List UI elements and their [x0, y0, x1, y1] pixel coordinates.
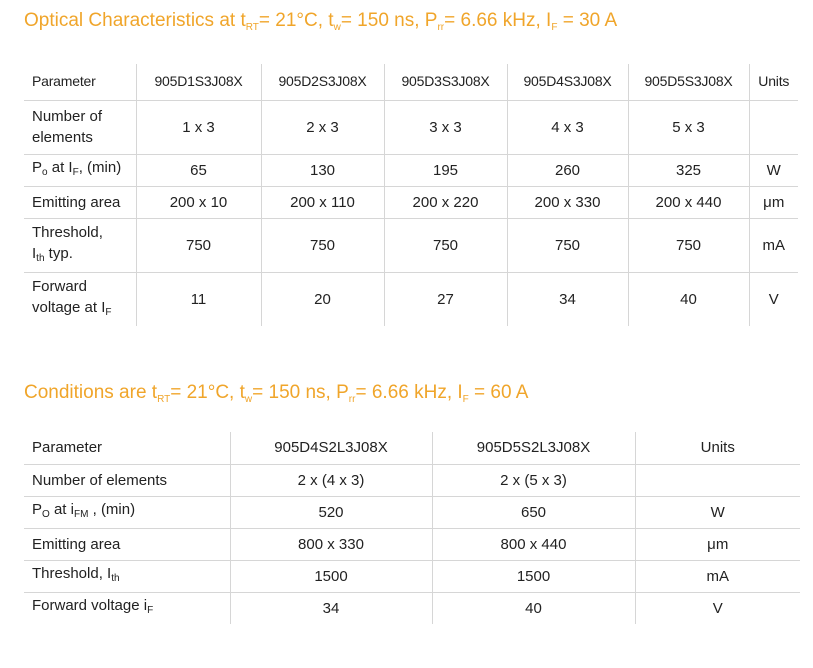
value-cell: 750 — [136, 218, 261, 272]
optical-characteristics-table — [24, 64, 798, 326]
value-cell: 200 x 110 — [261, 186, 384, 218]
table-header-row — [24, 64, 798, 100]
table-header-row — [24, 432, 800, 464]
unit-cell: μm — [635, 528, 800, 560]
parameter-cell: Forward voltage $i_F$ — [24, 592, 230, 624]
parameter-cell: $P_o$ at $I_F$, (min) — [24, 154, 136, 186]
value-cell: 1500 — [230, 560, 432, 592]
unit-cell: W — [749, 154, 798, 186]
unit-cell: μm — [749, 186, 798, 218]
table-row — [24, 464, 800, 496]
value-cell: 65 — [136, 154, 261, 186]
value-cell: 800 x 330 — [230, 528, 432, 560]
value-cell: 3 x 3 — [384, 100, 507, 154]
parameter-cell: Number of elements — [24, 100, 136, 154]
column-header: Parameter — [32, 73, 96, 90]
value-cell: 750 — [384, 218, 507, 272]
unit-cell: V — [749, 272, 798, 326]
value-cell: 2 x (5 x 3) — [432, 464, 635, 496]
value-cell: 4 x 3 — [507, 100, 628, 154]
conditions-table — [24, 432, 800, 624]
parameter-cell: Threshold, $I_{th}$ typ. — [24, 218, 136, 272]
section-title-optical-characteristics: Optical Characteristics at $t_{RT}= 21^\circ C$, $t_w= 150$ ns, $P_{rr}= 6.66$ kHz, $I_F = 30$ A — [24, 10, 618, 33]
unit-cell — [749, 100, 798, 154]
value-cell: 750 — [628, 218, 749, 272]
value-cell: 20 — [261, 272, 384, 326]
section-title-conditions: Conditions are $t_{RT}= 21^\circ C$, $t_w= 150$ ns, $P_{rr}= 6.66$ kHz, $I_F = 60$ A — [24, 382, 529, 405]
table-row — [24, 186, 798, 218]
table-row — [24, 272, 798, 326]
value-cell: 11 — [136, 272, 261, 326]
table-row — [24, 154, 798, 186]
value-cell: 1500 — [432, 560, 635, 592]
value-cell: 2 x 3 — [261, 100, 384, 154]
value-cell: 195 — [384, 154, 507, 186]
table-row — [24, 528, 800, 560]
value-cell: 2 x (4 x 3) — [230, 464, 432, 496]
parameter-cell: Emitting area — [24, 186, 136, 218]
value-cell: 200 x 330 — [507, 186, 628, 218]
column-header: 905D5S3J08X — [628, 64, 749, 100]
column-header: 905D1S3J08X — [136, 64, 261, 100]
value-cell: 5 x 3 — [628, 100, 749, 154]
parameter-cell: Forward voltage at $I_F$ — [24, 272, 136, 326]
column-header: 905D2S3J08X — [261, 64, 384, 100]
value-cell: 1 x 3 — [136, 100, 261, 154]
value-cell: 200 x 220 — [384, 186, 507, 218]
value-cell: 260 — [507, 154, 628, 186]
unit-cell: V — [635, 592, 800, 624]
table-row — [24, 218, 798, 272]
table-row — [24, 496, 800, 528]
column-header: Parameter — [32, 439, 103, 457]
column-header: 905D5S2L3J08X — [432, 432, 635, 464]
value-cell: 27 — [384, 272, 507, 326]
value-cell: 34 — [230, 592, 432, 624]
unit-cell: mA — [635, 560, 800, 592]
value-cell: 200 x 440 — [628, 186, 749, 218]
column-header: Units — [749, 64, 798, 100]
value-cell: 650 — [432, 496, 635, 528]
value-cell: 40 — [432, 592, 635, 624]
column-header: 905D4S3J08X — [507, 64, 628, 100]
table-row — [24, 100, 798, 154]
parameter-cell: Threshold, $I_{th}$ — [24, 560, 230, 592]
value-cell: 750 — [261, 218, 384, 272]
value-cell: 520 — [230, 496, 432, 528]
value-cell: 200 x 10 — [136, 186, 261, 218]
parameter-cell: Number of elements — [24, 464, 230, 496]
value-cell: 130 — [261, 154, 384, 186]
value-cell: 40 — [628, 272, 749, 326]
unit-cell: W — [635, 496, 800, 528]
column-header: Units — [635, 432, 800, 464]
value-cell: 34 — [507, 272, 628, 326]
table-row — [24, 560, 800, 592]
column-header: 905D4S2L3J08X — [230, 432, 432, 464]
parameter-cell: $P_O$ at $i_{FM}$ , (min) — [24, 496, 230, 528]
table-row — [24, 592, 800, 624]
parameter-cell: Emitting area — [24, 528, 230, 560]
unit-cell: mA — [749, 218, 798, 272]
unit-cell — [635, 464, 800, 496]
value-cell: 800 x 440 — [432, 528, 635, 560]
column-header: 905D3S3J08X — [384, 64, 507, 100]
value-cell: 325 — [628, 154, 749, 186]
value-cell: 750 — [507, 218, 628, 272]
